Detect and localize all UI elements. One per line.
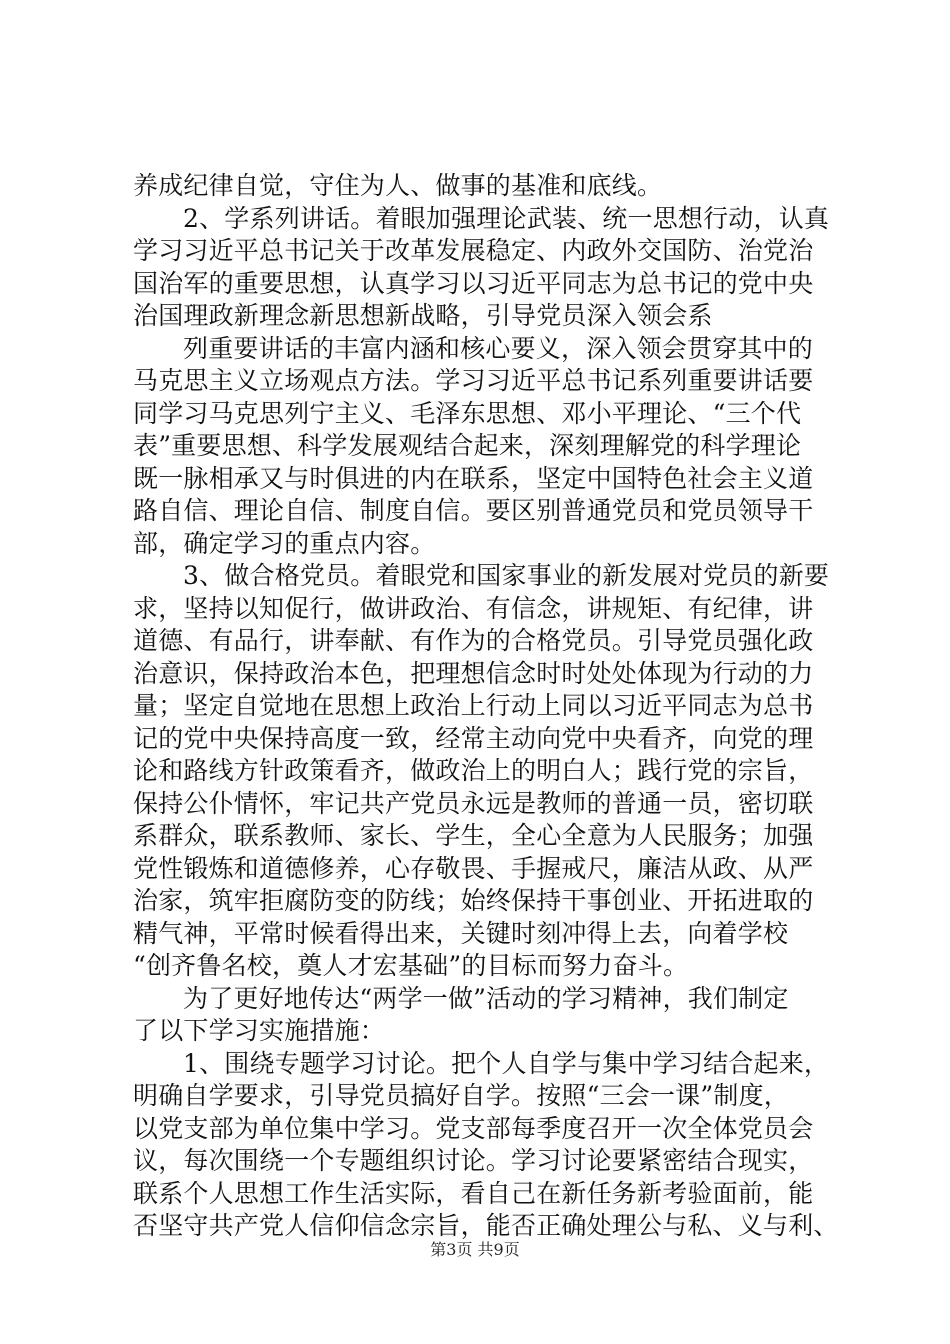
text-line: 2、学系列讲话。着眼加强理论武装、统一思想行动，认真: [183, 203, 830, 233]
text-line: 记的党中央保持高度一致，经常主动向党中央看齐，向党的理: [133, 723, 814, 753]
text-line: 议，每次围绕一个专题组织讨论。学习讨论要紧密结合现实，: [133, 1146, 814, 1175]
text-line: 精气神，平常时候看得出来，关键时刻冲得上去，向着学校: [133, 918, 789, 948]
page-footer: 第3页 共9页: [430, 1240, 520, 1259]
text-line: 治意识，保持政治本色，把理想信念时时处处体现为行动的力: [133, 658, 814, 688]
text-line: 量；坚定自觉地在思想上政治上行动上同以习近平同志为总书: [133, 691, 814, 720]
text-line: 养成纪律自觉，守住为人、做事的基准和底线。: [133, 171, 663, 200]
text-line: 道德、有品行，讲奉献、有作为的合格党员。引导党员强化政: [133, 626, 814, 655]
text-line: 为了更好地传达“两学一做”活动的学习精神，我们制定: [183, 983, 789, 1013]
text-line: 以党支部为单位集中学习。党支部每季度召开一次全体党员会: [133, 1113, 814, 1143]
text-line: “创齐鲁名校，奠人才宏基础”的目标而努力奋斗。: [133, 951, 689, 980]
text-line: 3、做合格党员。着眼党和国家事业的新发展对党员的新要: [183, 561, 830, 590]
text-line: 部，确定学习的重点内容。: [133, 528, 436, 558]
text-line: 联系个人思想工作生活实际，看自己在新任务新考验面前，能: [133, 1178, 814, 1208]
text-line: 保持公仆情怀，牢记共产党员永远是教师的普通一员，密切联: [133, 788, 814, 818]
text-line: 否坚守共产党人信仰信念宗旨，能否正确处理公与私、义与利、: [133, 1211, 839, 1240]
text-line: 路自信、理论自信、制度自信。要区别普通党员和党员领导干: [133, 496, 814, 525]
text-line: 治家，筑牢拒腐防变的防线；始终保持干事创业、开拓进取的: [133, 886, 814, 915]
text-line: 了以下学习实施措施：: [133, 1016, 386, 1045]
body-text: [133, 170, 853, 1243]
text-line: 表”重要思想、科学发展观结合起来，深刻理解党的科学理论: [133, 431, 802, 460]
text-line: 治国理政新理念新思想新战略，引导党员深入领会系: [133, 301, 713, 330]
text-line: 系群众，联系教师、家长、学生，全心全意为人民服务；加强: [133, 821, 814, 850]
text-line: 党性锻炼和道德修养，心存敬畏、手握戒尺，廉洁从政、从严: [133, 853, 814, 883]
text-line: 求，坚持以知促行，做讲政治、有信念，讲规矩、有纪律，讲: [133, 593, 814, 623]
text-line: 学习习近平总书记关于改革发展稳定、内政外交国防、治党治: [133, 236, 814, 265]
text-line: 既一脉相承又与时俱进的内在联系，坚定中国特色社会主义道: [133, 463, 814, 493]
text-line: 国治军的重要思想，认真学习以习近平同志为总书记的党中央: [133, 268, 814, 298]
text-line: 列重要讲话的丰富内涵和核心要义，深入领会贯穿其中的: [183, 333, 814, 363]
text-line: 论和路线方针政策看齐，做政治上的明白人；践行党的宗旨，: [133, 756, 814, 785]
text-line: 明确自学要求，引导党员搞好自学。按照“三会一课”制度，: [133, 1081, 789, 1110]
text-line: 马克思主义立场观点方法。学习习近平总书记系列重要讲话要: [133, 366, 814, 395]
text-line: 1、围绕专题学习讨论。把个人自学与集中学习结合起来，: [183, 1048, 830, 1078]
text-line: 同学习马克思列宁主义、毛泽东思想、邓小平理论、“三个代: [133, 398, 802, 428]
